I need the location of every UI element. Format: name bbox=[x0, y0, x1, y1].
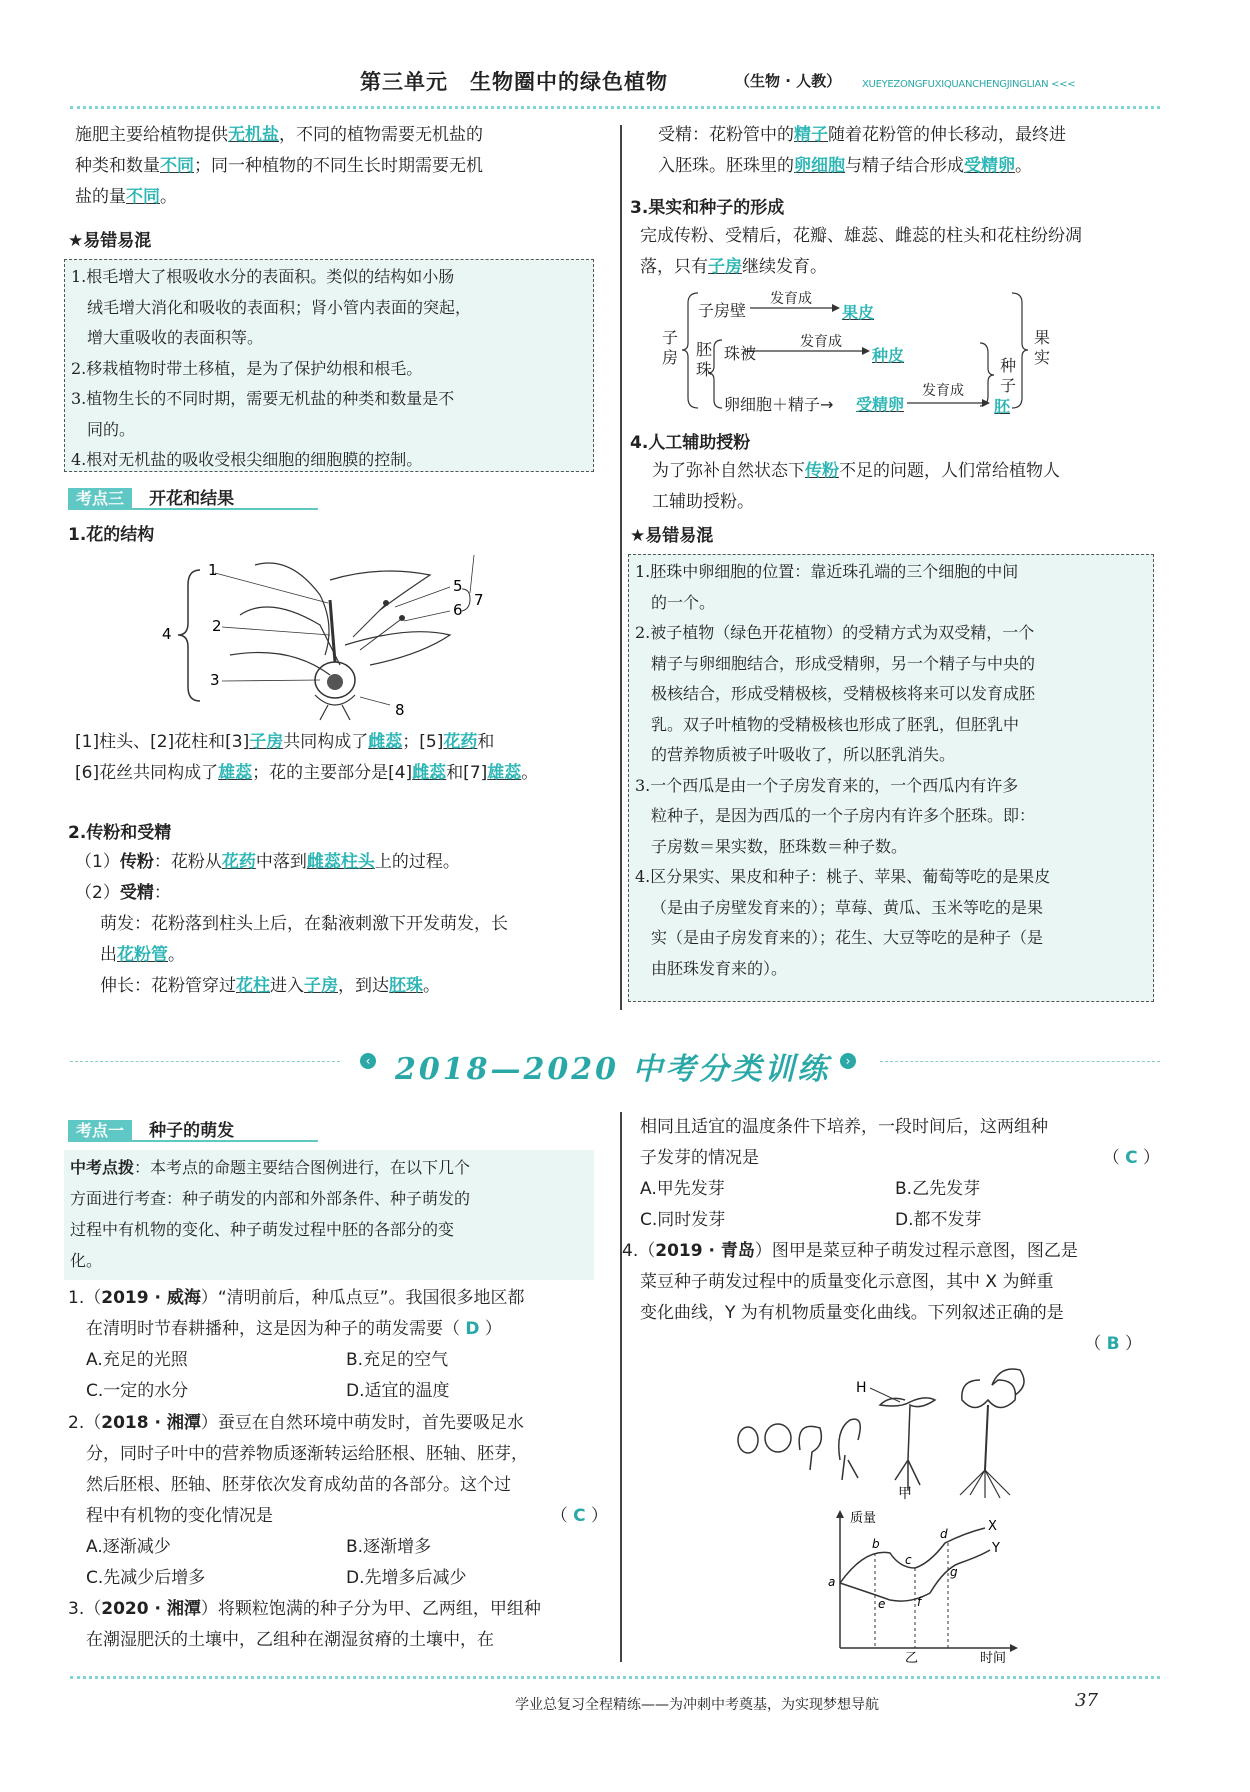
mistake-heading-1: ★易错易混 bbox=[68, 231, 152, 251]
topic-tag: 考点一 bbox=[68, 1120, 132, 1141]
banner-line-left bbox=[70, 1061, 340, 1062]
point-b: b bbox=[872, 1537, 880, 1551]
point-d: d bbox=[940, 1527, 948, 1541]
pericarp: 果皮 bbox=[842, 303, 875, 322]
box-line: （是由子房壁发育来的）；草莓、黄瓜、玉米等吃的是果 bbox=[651, 897, 1044, 917]
box-line: 实（是由子房发育来的）；花生、大豆等吃的是种子（是 bbox=[651, 928, 1044, 947]
box-line: 绒毛增大消化和吸收的表面积；肾小管内表面的突起， bbox=[87, 297, 472, 317]
figure-yi-label: 乙 bbox=[905, 1651, 919, 1666]
fertilization-paragraph: 受精：花粉管中的精子随着花粉管的伸长移动，最终进 入胚珠。胚珠里的卵细胞与精子结合形成受精卵。 bbox=[658, 125, 1066, 176]
point-f: f bbox=[917, 1595, 922, 1609]
flower-label-2: 2 bbox=[212, 617, 222, 635]
box-line: 乳。双子叶植物的受精极核也形成了胚乳，但胚乳中 bbox=[651, 714, 1020, 734]
box-line: 4.根对无机盐的吸收受根尖细胞的细胞膜的控制。 bbox=[71, 450, 423, 469]
fruit-paragraph: 完成传粉、受精后，花瓣、雄蕊、雌蕊的柱头和花柱纷纷凋 落，只有子房继续发育。 bbox=[640, 226, 1082, 277]
exam-tips-box: 中考点拨：本考点的命题主要结合图例进行，在以下几个 方面进行考查：种子萌发的内部和外部条件、种子萌发的 过程中有机物的变化、种子萌发过程中胚的各部分的变 化。 bbox=[64, 1150, 594, 1280]
banner-title: 2018—2020 中考分类训练 bbox=[395, 1052, 831, 1087]
box-line: 增大重吸收的表面积等。 bbox=[87, 328, 264, 347]
artificial-paragraph: 为了弥补自然状态下传粉不足的问题，人们常给植物人 工辅助授粉。 bbox=[652, 461, 1060, 512]
label-H: H bbox=[856, 1380, 867, 1396]
develops-label: 发育成 bbox=[922, 383, 964, 399]
topic-tag: 考点三 bbox=[68, 488, 132, 509]
box-line: 的营养物质被子叶吸收了，所以胚乳消失。 bbox=[651, 745, 956, 764]
fertilizer-paragraph: 施肥主要给植物提供无机盐，不同的植物需要无机盐的 种类和数量不同；同一种植物的不同生长时期需要无机 盐的量不同。 bbox=[75, 125, 483, 207]
box-line: 2.被子植物（绿色开花植物）的受精方式为双受精，一个 bbox=[635, 623, 1035, 642]
mistake-box-2 bbox=[628, 554, 1154, 1002]
topic3-header bbox=[68, 484, 234, 509]
point-c: c bbox=[905, 1553, 912, 1567]
banner-arrow-right-icon: › bbox=[840, 1053, 856, 1069]
mistake-box-1 bbox=[64, 259, 594, 472]
point-a: a bbox=[828, 1575, 836, 1589]
answer-1: D bbox=[465, 1319, 480, 1339]
box-line: 极核结合，形成受精极核，受精极核将来可以发育成胚 bbox=[651, 684, 1036, 703]
column-divider bbox=[620, 125, 622, 1010]
egg-sperm: 卵细胞＋精子→ bbox=[724, 395, 834, 414]
box-line: 2.移栽植物时带土移植，是为了保护幼根和根毛。 bbox=[71, 358, 423, 378]
flower-label-8: 8 bbox=[395, 701, 405, 719]
fruit-label: 果实 bbox=[1034, 328, 1051, 367]
box-line: 4.区分果实、果皮和种子：桃子、苹果、葡萄等吃的是果皮 bbox=[635, 867, 1051, 886]
answer-3: C bbox=[1125, 1148, 1138, 1168]
ovary-label: 子房 bbox=[662, 328, 679, 367]
fruit-formation-diagram bbox=[660, 288, 1140, 418]
box-line: 精子与卵细胞结合，形成受精卵，另一个精子与中央的 bbox=[651, 653, 1036, 673]
mistake-heading-2: ★易错易混 bbox=[630, 526, 714, 546]
banner-line-right bbox=[880, 1061, 1160, 1062]
box-line: 粒种子，是因为西瓜的一个子房内有许多个胚珠。即： bbox=[651, 806, 1036, 825]
fruit-heading: 3.果实和种子的形成 bbox=[630, 198, 785, 218]
pollination-text: （1）传粉：花粉从花药中落到雌蕊柱头上的过程。 （2）受精： 萌发：花粉落到柱头上后，在黏液刺激下开发萌发，长 出花粉管。 伸长：花粉管穿过花柱进入子房，到达胚珠。 bbox=[75, 852, 508, 996]
seed-label: 种子 bbox=[1000, 356, 1017, 395]
box-line: 的一个。 bbox=[651, 592, 716, 612]
germination-figure bbox=[730, 1360, 1090, 1500]
footer-slogan: 学业总复习全程精练——为冲刺中考奠基，为实现梦想导航 bbox=[515, 1697, 879, 1713]
topic3-underline bbox=[68, 508, 318, 510]
answer-4: B bbox=[1106, 1334, 1120, 1354]
flower-label-1: 1 bbox=[208, 561, 218, 579]
y-axis-label: 质量 bbox=[850, 1511, 877, 1526]
series-pinyin: XUEYEZONGFUXIQUANCHENGJINGLIAN <<< bbox=[862, 79, 1076, 90]
artificial-heading: 4.人工辅助授粉 bbox=[630, 433, 751, 453]
curve-X-label: X bbox=[988, 1519, 997, 1534]
develops-label: 发育成 bbox=[770, 291, 812, 307]
flower-label-6: 6 bbox=[453, 601, 463, 619]
banner-arrow-left-icon: ‹ bbox=[360, 1053, 376, 1069]
integument: 珠被 bbox=[724, 344, 757, 363]
flower-heading: 1.花的结构 bbox=[68, 525, 155, 545]
answer-2: C bbox=[573, 1506, 586, 1526]
box-line: 3.植物生长的不同时期，需要无机盐的种类和数量是不 bbox=[71, 389, 455, 408]
topic1-underline bbox=[68, 1140, 318, 1142]
mass-graph bbox=[820, 1508, 1020, 1666]
figure-jia-label: 甲 bbox=[898, 1486, 912, 1502]
question-1: 1.（2019 · 威海）“清明前后，种瓜点豆”。我国很多地区都 在清明时节春耕播种，这是因为种子的萌发需要（ D ） A.充足的光照 B.充足的空气 C.一定的水分 D.适宜的温度 bbox=[68, 1288, 525, 1401]
topic1-header bbox=[68, 1116, 234, 1141]
flower-label-3: 3 bbox=[210, 671, 220, 689]
unit-title: 第三单元 生物圈中的绿色植物 bbox=[360, 70, 668, 94]
box-line: 由胚珠发育来的）。 bbox=[651, 958, 788, 978]
zygote: 受精卵 bbox=[856, 395, 905, 414]
seed-coat: 种皮 bbox=[872, 346, 905, 365]
point-e: e bbox=[878, 1597, 886, 1611]
flower-diagram bbox=[162, 555, 500, 720]
footer-divider bbox=[70, 1676, 1160, 1679]
flower-structure-text: [1]柱头、[2]花柱和[3]子房共同构成了雌蕊；[5]花药和 [6]花丝共同构成了雄蕊；花的主要部分是[4]雌蕊和[7]雄蕊。 bbox=[75, 732, 539, 783]
question-3: 3.（2020 · 湘潭）将颗粒饱满的种子分为甲、乙两组，甲组种 在潮湿肥沃的土壤中，乙组种在潮湿贫瘠的土壤中，在 bbox=[68, 1599, 541, 1650]
flower-label-7: 7 bbox=[474, 591, 484, 609]
box-line: 子房数＝果实数，胚珠数＝种子数。 bbox=[651, 836, 908, 856]
question-4: 4.（2019 · 青岛）图甲是菜豆种子萌发过程示意图，图乙是 菜豆种子萌发过程中的质量变化示意图，其中 X 为鲜重 变化曲线，Y 为有机物质量变化曲线。下列叙述正确的是 （ B ） bbox=[622, 1241, 1142, 1354]
box-line: 3.一个西瓜是由一个子房发育来的，一个西瓜内有许多 bbox=[635, 775, 1019, 795]
develops-label: 发育成 bbox=[800, 334, 842, 350]
flower-label-4: 4 bbox=[162, 625, 172, 643]
curve-Y-label: Y bbox=[992, 1541, 1000, 1556]
box-line: 1.胚珠中卵细胞的位置：靠近珠孔端的三个细胞的中间 bbox=[635, 562, 1019, 581]
pollination-heading: 2.传粉和受精 bbox=[68, 823, 172, 843]
header-divider bbox=[70, 106, 1160, 109]
x-axis-label: 时间 bbox=[980, 1651, 1007, 1666]
embryo: 胚 bbox=[994, 397, 1011, 416]
point-g: g bbox=[950, 1565, 958, 1579]
ovule-label: 胚珠 bbox=[696, 340, 713, 379]
column-divider-2 bbox=[620, 1112, 622, 1662]
flower-label-5: 5 bbox=[453, 577, 463, 595]
question-3-continued: 相同且适宜的温度条件下培养，一段时间后，这两组种 子发芽的情况是 （ C ） A.甲先发芽 B.乙先发芽 C.同时发芽 D.都不发芽 bbox=[640, 1117, 1160, 1230]
question-2: 2.（2018 · 湘潭）蚕豆在自然环境中萌发时，首先要吸足水 分，同时子叶中的营养物质逐渐转运给胚根、胚轴、胚芽， 然后胚根、胚轴、胚芽依次发育成幼苗的各部分。这个过 程中有机物的变化情况是 （ C ） A.逐渐减少 B.逐渐增多 C.先减少后增多 D.先增多后减少 bbox=[68, 1413, 608, 1588]
topic-title: 开花和结果 bbox=[149, 489, 235, 509]
subject-label: （生物 · 人教） bbox=[735, 72, 842, 90]
box-line: 同的。 bbox=[87, 419, 136, 439]
box-line: 1.根毛增大了根吸收水分的表面积。类似的结构如小肠 bbox=[71, 267, 455, 286]
topic-title: 种子的萌发 bbox=[149, 1121, 235, 1141]
page-number: 37 bbox=[1075, 1690, 1098, 1711]
ovary-wall: 子房壁 bbox=[698, 301, 747, 320]
